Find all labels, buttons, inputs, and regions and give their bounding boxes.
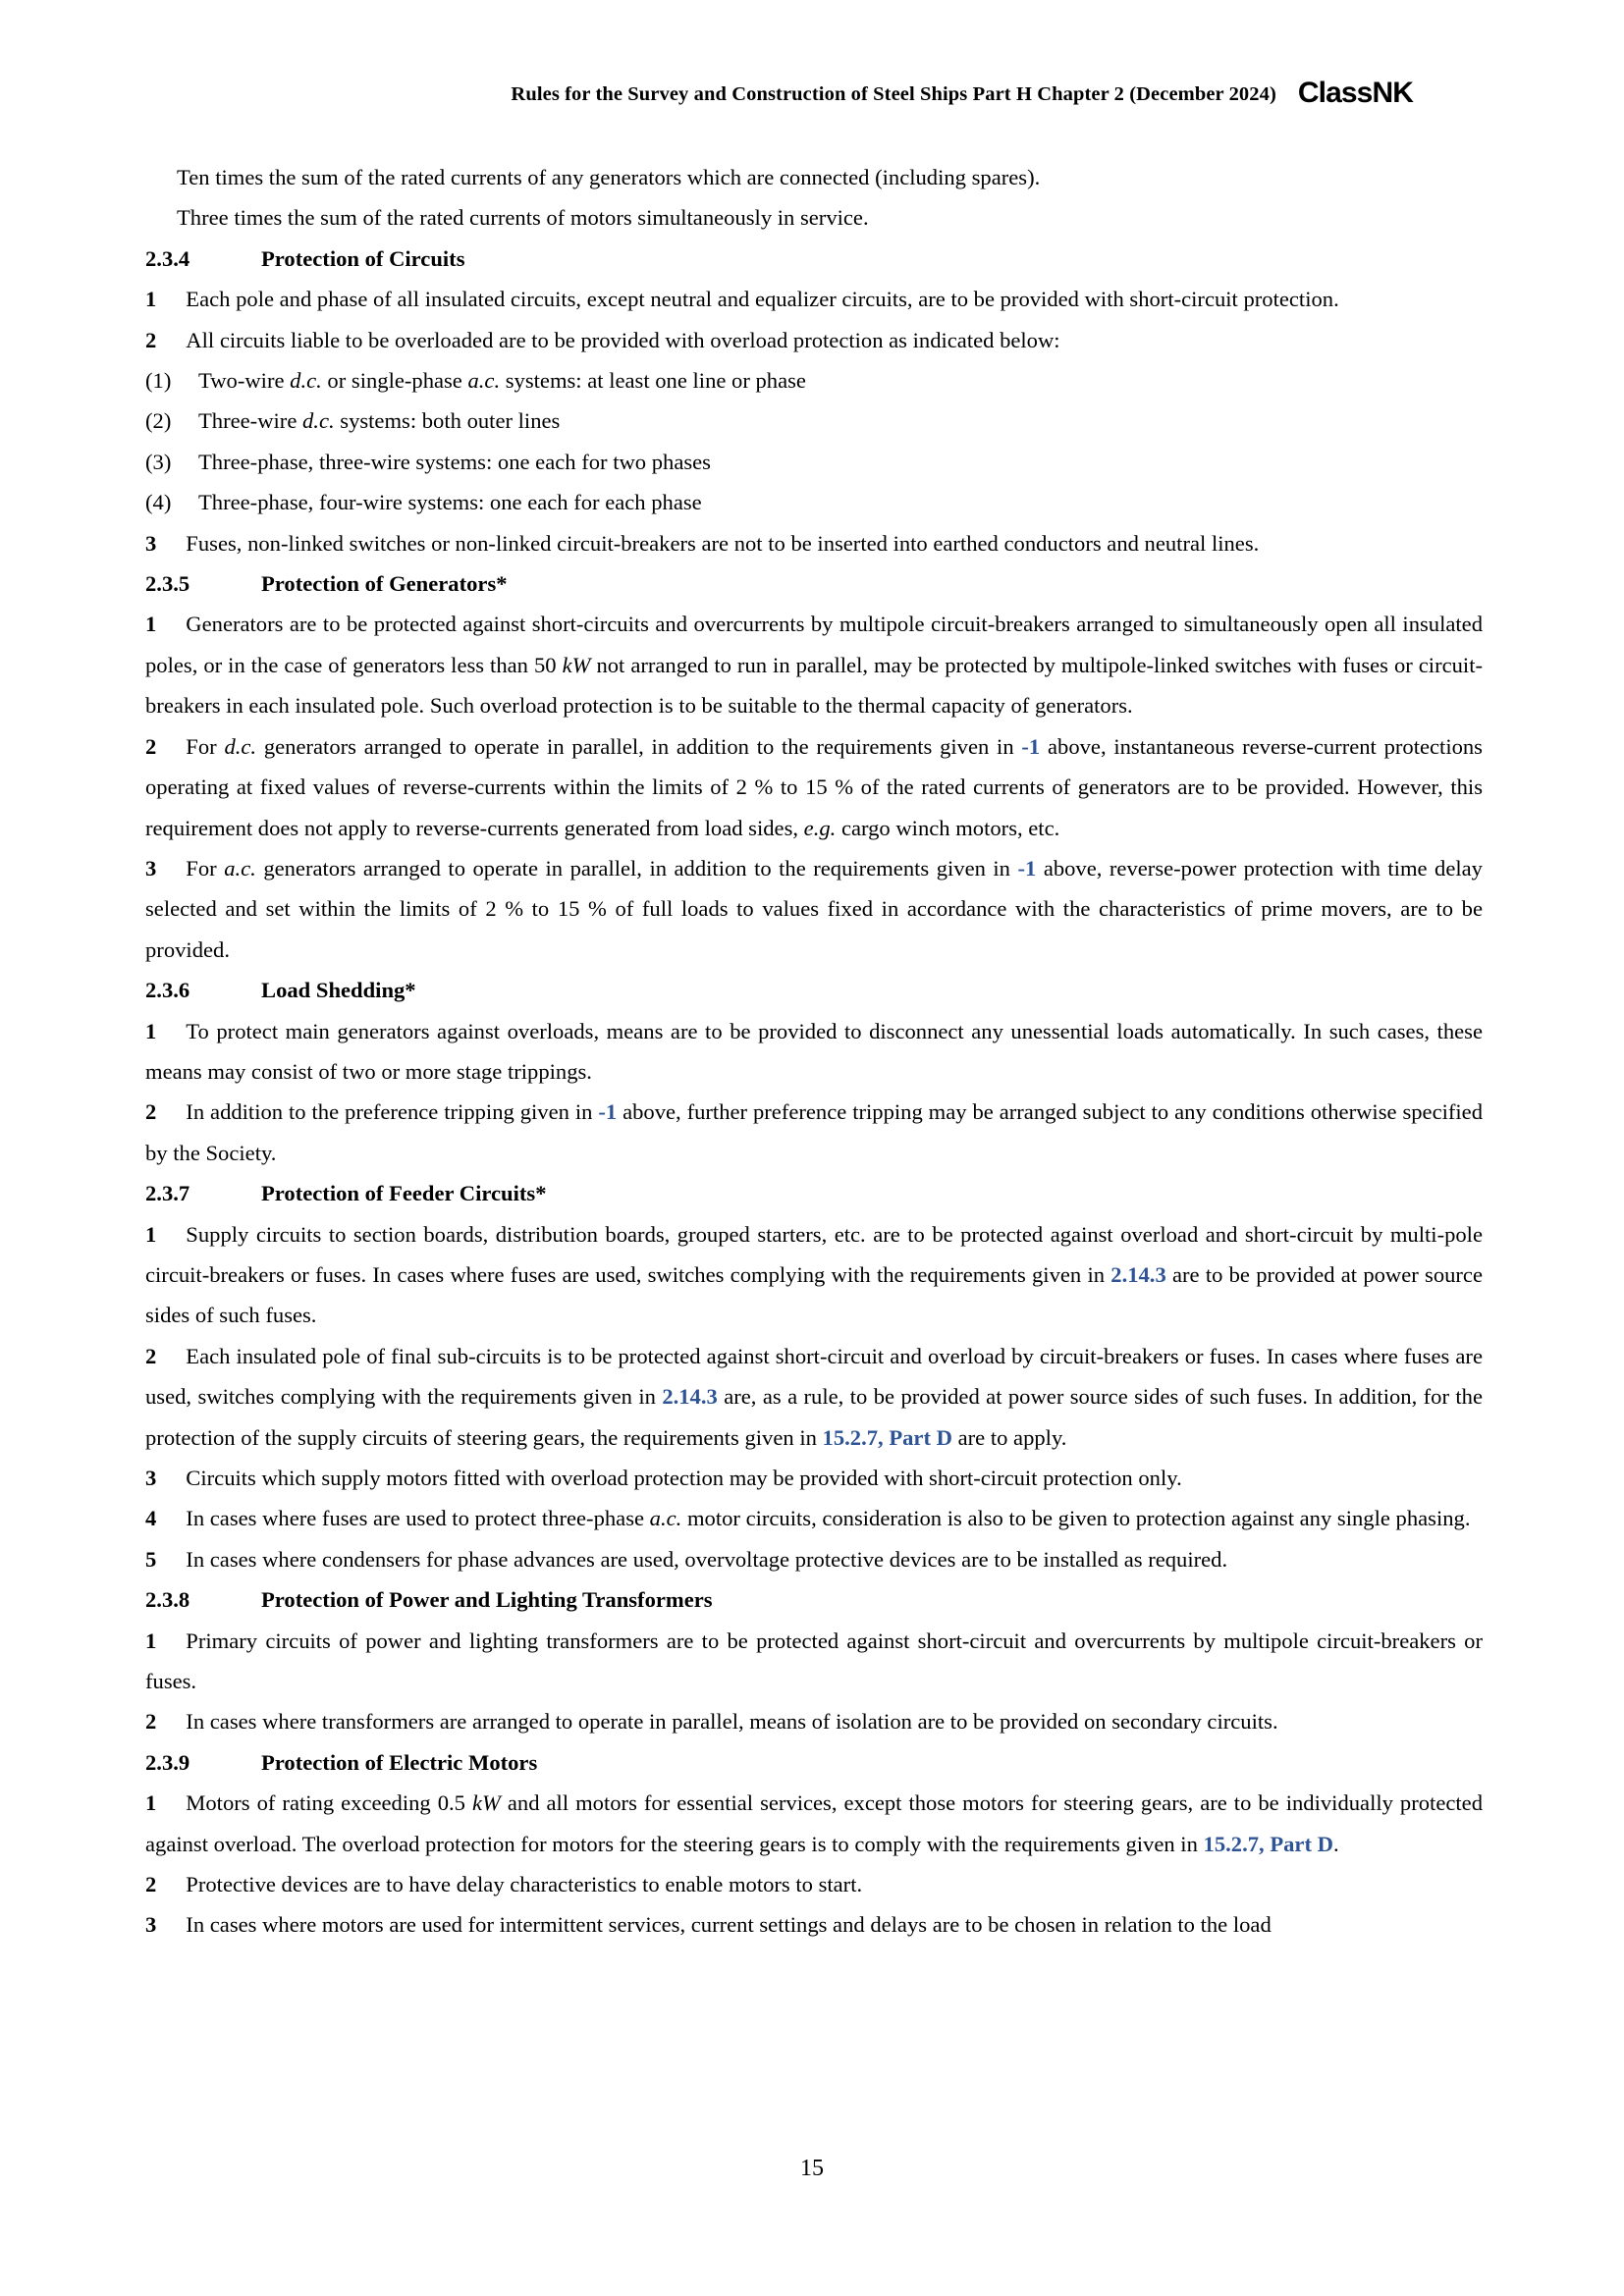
clause-text: Fuses, non-linked switches or non-linked circuit-breakers are not to be inserted into earthed conductors and neutral lines. <box>186 530 1260 556</box>
italic-term: a.c. <box>649 1506 682 1531</box>
heading-title: Load Shedding* <box>261 978 416 1003</box>
clause-text: For <box>186 855 225 881</box>
cross-reference-link[interactable]: 2.14.3 <box>1110 1261 1166 1287</box>
clause-2-3-9-1 <box>145 1783 1483 1864</box>
italic-term: a.c. <box>224 855 256 881</box>
list-item-number: (2) <box>145 408 172 434</box>
clause-text: Primary circuits of power and lighting transformers are to be protected against short-circuit and overcurrents by multipole circuit-breakers or fuses. <box>145 1628 1483 1694</box>
clause-text: Protective devices are to have delay characteristics to enable motors to start. <box>186 1872 863 1897</box>
italic-term: a.c. <box>467 368 501 394</box>
clause-text: All circuits liable to be overloaded are to be provided with overload protection as indicated below: <box>186 327 1060 352</box>
clause-2-3-4-2 <box>145 320 1483 360</box>
clause-text: Supply circuits to section boards, distribution boards, grouped starters, etc. are to be protected against overload and short-circuit by multi-pole circuit-breakers or fuses. In cases where fuses are used, switches complying with the requirements given in <box>145 1221 1483 1287</box>
cross-reference-link[interactable]: -1 <box>1017 855 1037 881</box>
list-item-text <box>198 400 1483 441</box>
heading-2-3-6 <box>145 970 1483 1010</box>
clause-number: 2 <box>145 1709 157 1735</box>
clause-2-3-6-1 <box>145 1011 1483 1093</box>
clause-text: In cases where fuses are used to protect three-phase <box>186 1506 650 1531</box>
clause-number: 1 <box>145 287 157 312</box>
italic-term: d.c. <box>224 733 257 759</box>
heading-2-3-4 <box>145 239 1483 279</box>
list-item-text: Three-phase, three-wire systems: one each for two phases <box>198 449 711 474</box>
clause-2-3-9-2 <box>145 1864 1483 1904</box>
clause-number: 2 <box>145 1343 157 1368</box>
header-title: Rules for the Survey and Construction of Steel Ships Part H Chapter 2 (December 2024) <box>511 83 1276 105</box>
list-item <box>145 360 1483 400</box>
classnk-logo: ClassNK <box>1297 77 1413 109</box>
clause-text: Generators are to be protected against short-circuits and overcurrents by multipole circuit-breakers arranged to simultaneously open all insulated poles, or in the case of generators less than 50 <box>145 612 1483 677</box>
heading-number: 2.3.7 <box>145 1181 190 1206</box>
list-item-pre: Two-wire <box>198 368 291 394</box>
clause-number: 1 <box>145 612 157 637</box>
intro-line-2: Three times the sum of the rated currents of motors simultaneously in service. <box>177 205 869 231</box>
page-number: 15 <box>800 2156 824 2181</box>
clause-text-cont: are, as a rule, to be provided at power source sides of such fuses. In addition, for the protection of the supply circuits of steering gears, the requirements given in <box>145 1384 1483 1450</box>
heading-number: 2.3.6 <box>145 978 190 1003</box>
clause-text-end: motor circuits, consideration is also to be given to protection against any single phasing. <box>681 1506 1471 1531</box>
italic-unit: kW <box>562 652 591 677</box>
list-item-pre: Three-wire <box>198 408 302 434</box>
clause-2-3-4-1 <box>145 279 1483 319</box>
clause-2-3-4-3 <box>145 523 1483 563</box>
clause-2-3-6-2 <box>145 1092 1483 1173</box>
clause-2-3-9-3 <box>145 1904 1483 1945</box>
clause-text-end: are to apply. <box>951 1424 1067 1450</box>
clause-text: Motors of rating exceeding 0.5 <box>186 1790 472 1816</box>
heading-number: 2.3.4 <box>145 245 190 271</box>
italic-unit: kW <box>472 1790 501 1816</box>
list-item <box>145 482 1483 522</box>
clause-text: In addition to the preference tripping given in <box>186 1099 599 1125</box>
clause-text-cont: and all motors for essential services, except those motors for steering gears, are to be individually protected against overload. The overload protection for motors for the steering gears is to comply with the requirements given in <box>145 1790 1483 1856</box>
clause-2-3-5-3 <box>145 848 1483 970</box>
cross-reference-link[interactable]: -1 <box>1021 733 1041 759</box>
heading-title: Protection of Power and Lighting Transformers <box>261 1587 713 1613</box>
clause-number: 3 <box>145 1912 157 1938</box>
cross-reference-link[interactable]: -1 <box>598 1099 618 1125</box>
clause-text-cont2: above, instantaneous reverse-current protections operating at fixed values of reverse-currents within the limits of 2 % to 15 % of the rated currents of generators are to be provided. However, this requirement does not apply to reverse-currents generated from load sides, <box>145 733 1483 840</box>
list-item-post: systems: at least one line or phase <box>500 368 806 394</box>
clause-text-end: cargo winch motors, etc. <box>836 815 1060 840</box>
clause-number: 1 <box>145 1628 157 1653</box>
italic-term: e.g. <box>803 815 837 840</box>
clause-number: 2 <box>145 327 157 352</box>
clause-number: 2 <box>145 733 157 759</box>
clause-2-3-5-1 <box>145 604 1483 725</box>
cross-reference-link[interactable]: 15.2.7, Part D <box>1203 1831 1333 1856</box>
list-item-number: (4) <box>145 490 172 515</box>
clause-text-cont: generators arranged to operate in parallel, in addition to the requirements given in <box>255 855 1018 881</box>
clause-text: Each pole and phase of all insulated circuits, except neutral and equalizer circuits, are to be provided with short-circuit protection. <box>186 287 1339 312</box>
clause-number: 2 <box>145 1872 157 1897</box>
clause-2-3-7-4 <box>145 1498 1483 1538</box>
clause-text: In cases where condensers for phase advances are used, overvoltage protective devices are to be installed as required. <box>186 1546 1228 1572</box>
clause-text-end: . <box>1332 1831 1339 1856</box>
clause-text: For <box>186 733 225 759</box>
heading-title: Protection of Generators* <box>261 571 508 597</box>
clause-text-end: are to be provided at power source sides of such fuses. <box>145 1261 1483 1328</box>
clause-number: 4 <box>145 1506 157 1531</box>
clause-text: In cases where motors are used for intermittent services, current settings and delays are to be chosen in relation to the load <box>186 1912 1272 1938</box>
clause-text-end: above, reverse-power protection with time delay selected and set within the limits of 2 % to 15 % of full loads to values fixed in accordance with the characteristics of prime movers, are to be provided. <box>145 855 1483 962</box>
heading-number: 2.3.8 <box>145 1587 190 1613</box>
heading-title: Protection of Feeder Circuits* <box>261 1181 547 1206</box>
clause-number: 1 <box>145 1790 157 1816</box>
clause-2-3-7-1 <box>145 1214 1483 1336</box>
clause-text: Circuits which supply motors fitted with overload protection may be provided with short-circuit protection only. <box>186 1466 1182 1490</box>
heading-2-3-7 <box>145 1173 1483 1213</box>
document-body <box>145 157 1483 1946</box>
italic-term: d.c. <box>302 408 335 434</box>
list-item <box>145 400 1483 441</box>
italic-term: d.c. <box>290 368 322 394</box>
cross-reference-link[interactable]: 2.14.3 <box>662 1384 718 1410</box>
clause-number: 2 <box>145 1099 157 1125</box>
clause-number: 3 <box>145 1466 157 1490</box>
clause-2-3-8-2 <box>145 1701 1483 1741</box>
clause-text: In cases where transformers are arranged to operate in parallel, means of isolation are to be provided on secondary circuits. <box>186 1709 1278 1735</box>
list-item-post: systems: both outer lines <box>334 408 561 434</box>
clause-text-end: above, further preference tripping may be arranged subject to any conditions otherwise specified by the Society. <box>145 1099 1483 1165</box>
clause-text: To protect main generators against overloads, means are to be provided to disconnect any unessential loads automatically. In such cases, these means may consist of two or more stage trippings. <box>145 1018 1483 1084</box>
list-item <box>145 442 1483 482</box>
heading-title: Protection of Electric Motors <box>261 1749 538 1775</box>
heading-number: 2.3.5 <box>145 571 190 597</box>
clause-text-cont: generators arranged to operate in parallel, in addition to the requirements given in <box>256 733 1022 759</box>
clause-number: 1 <box>145 1018 157 1043</box>
clause-number: 5 <box>145 1546 157 1572</box>
list-item-text <box>198 360 1483 400</box>
clause-number: 3 <box>145 530 157 556</box>
clause-text-cont: not arranged to run in parallel, may be protected by multipole-linked switches with fuses or circuit-breakers in each insulated pole. Such overload protection is to be suitable to the thermal capacity of generators. <box>145 652 1484 719</box>
clause-2-3-7-3 <box>145 1458 1483 1498</box>
clause-number: 3 <box>145 855 157 881</box>
clause-2-3-5-2 <box>145 726 1483 848</box>
page-header <box>211 77 1413 109</box>
heading-title: Protection of Circuits <box>261 245 465 271</box>
clause-2-3-7-2 <box>145 1336 1483 1458</box>
clause-2-3-8-1 <box>145 1621 1483 1702</box>
intro-line-1: Ten times the sum of the rated currents of any generators which are connected (including spares). <box>177 165 1041 189</box>
list-item-number: (1) <box>145 368 172 394</box>
list-item-number: (3) <box>145 449 172 474</box>
heading-2-3-5 <box>145 563 1483 604</box>
list-item-text: Three-phase, four-wire systems: one each for each phase <box>198 490 702 515</box>
cross-reference-link[interactable]: 15.2.7, Part D <box>822 1424 952 1450</box>
heading-number: 2.3.9 <box>145 1749 190 1775</box>
heading-2-3-8 <box>145 1579 1483 1620</box>
list-item-mid: or single-phase <box>321 368 468 394</box>
clause-2-3-7-5 <box>145 1539 1483 1579</box>
clause-number: 1 <box>145 1221 157 1247</box>
clause-text: Each insulated pole of final sub-circuits is to be protected against short-circuit and overload by circuit-breakers or fuses. In cases where fuses are used, switches complying with the requirements given in <box>145 1343 1483 1410</box>
heading-2-3-9 <box>145 1742 1483 1783</box>
